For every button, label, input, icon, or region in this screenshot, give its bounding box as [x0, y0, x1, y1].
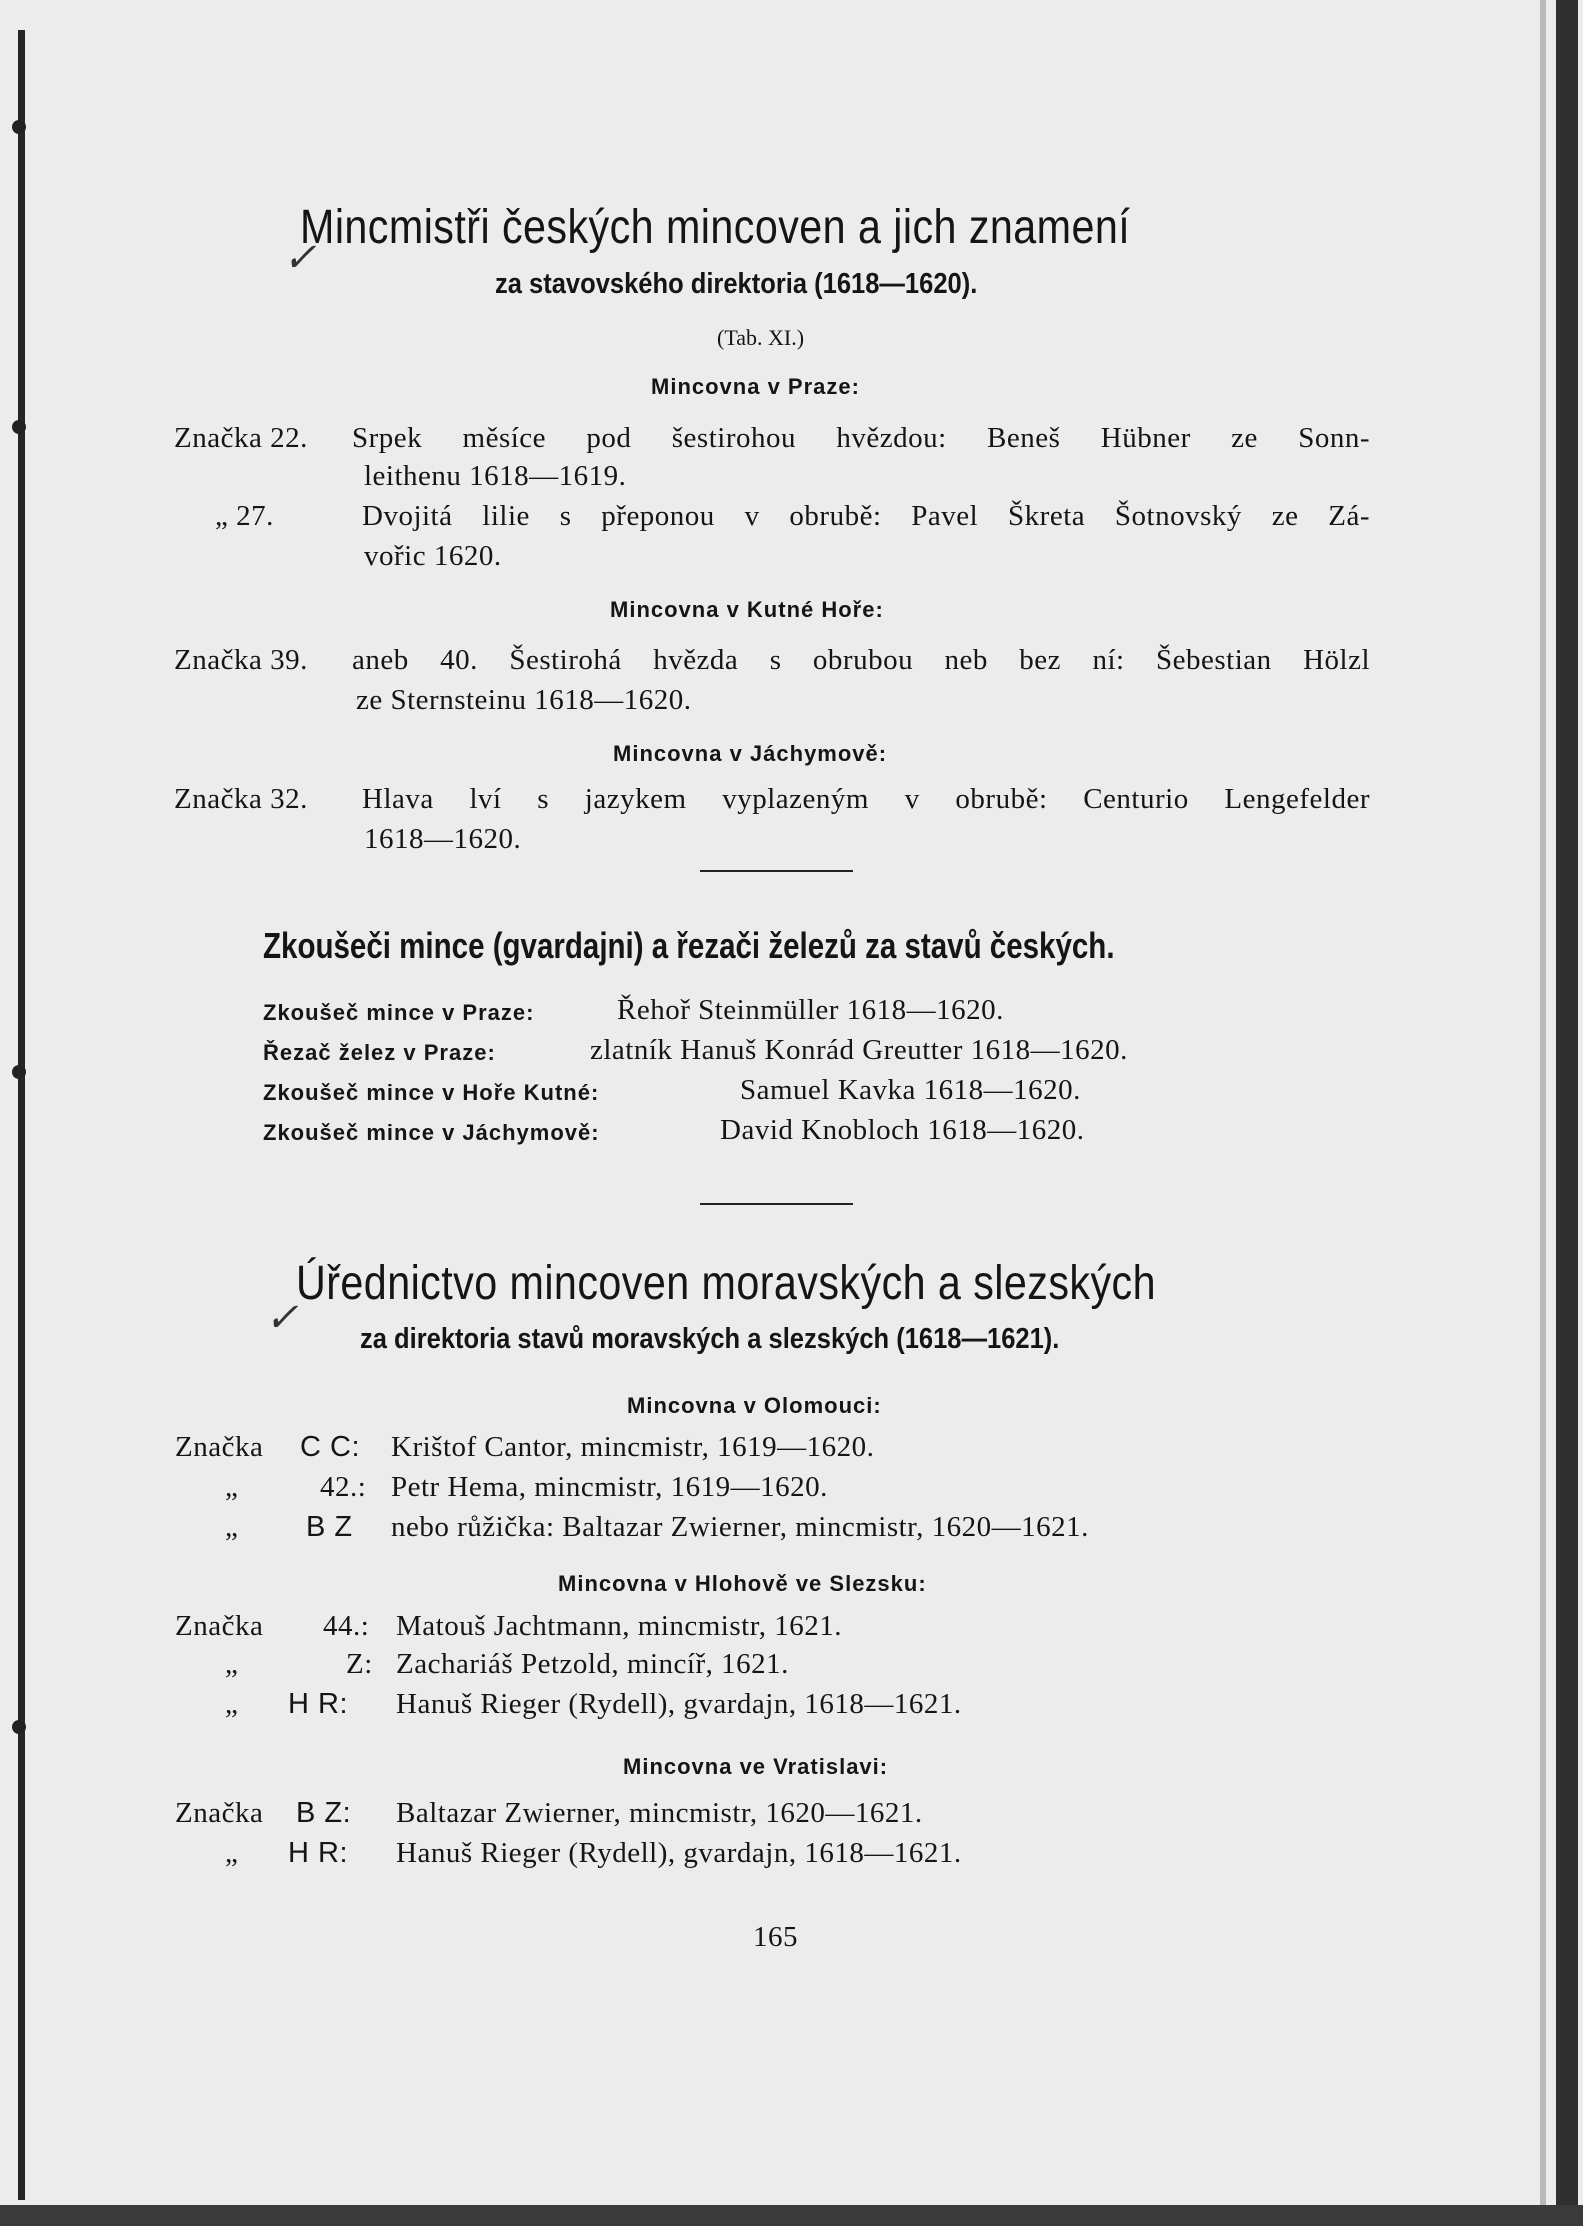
- binding-mark: [12, 420, 26, 434]
- entry-label: „: [225, 1648, 239, 1680]
- section-subtitle: za stavovského direktoria (1618—1620).: [495, 268, 978, 300]
- page-bottom-edge: [0, 2205, 1583, 2226]
- entry-text: Hanuš Rieger (Rydell), gvardajn, 1618—1621.: [396, 1837, 962, 1869]
- mint-heading: Mincovna v Olomouci:: [627, 1393, 882, 1418]
- entry-label: Značka 39.: [174, 644, 308, 676]
- entry-text: vořic 1620.: [364, 540, 502, 572]
- entry-label: Značka: [175, 1797, 264, 1829]
- page-left-edge: [18, 30, 25, 2200]
- mint-heading: Mincovna v Praze:: [651, 374, 860, 399]
- section-divider: [700, 1203, 853, 1205]
- office-label: Zkoušeč mince v Jáchymově:: [263, 1120, 600, 1145]
- entry-text: Baltazar Zwierner, mincmistr, 1620—1621.: [396, 1797, 923, 1829]
- entry-label: Značka: [175, 1431, 264, 1463]
- mint-mark: C C:: [300, 1431, 360, 1463]
- binding-mark: [12, 1065, 26, 1079]
- entry-label: Značka 22.: [174, 422, 308, 454]
- entry-label: „ 27.: [215, 500, 274, 532]
- section-divider: [700, 870, 853, 872]
- entry-text: Petr Hema, mincmistr, 1619—1620.: [391, 1471, 828, 1503]
- entry-text: Krištof Cantor, mincmistr, 1619—1620.: [391, 1431, 875, 1463]
- binding-mark: [12, 120, 26, 134]
- entry-text: ze Sternsteinu 1618—1620.: [356, 684, 692, 716]
- office-label: Zkoušeč mince v Hoře Kutné:: [263, 1080, 600, 1105]
- mint-mark: H R:: [288, 1688, 348, 1720]
- section-subtitle: za direktoria stavů moravských a slezských (1618—1621).: [360, 1323, 1060, 1355]
- mint-heading: Mincovna v Kutné Hoře:: [610, 597, 884, 622]
- mint-mark: B Z:: [296, 1797, 352, 1829]
- section-title: Úřednictvo mincoven moravských a slezských: [296, 1257, 1157, 1310]
- entry-text: Zachariáš Petzold, mincíř, 1621.: [396, 1648, 789, 1680]
- office-holder: David Knobloch 1618—1620.: [720, 1114, 1085, 1146]
- mint-heading: Mincovna v Jáchymově:: [613, 741, 888, 766]
- pencil-check-mark: ✓: [265, 1295, 299, 1341]
- entry-text: Srpek měsíce pod šestirohou hvězdou: Beneš Hübner ze Sonn-: [352, 422, 1370, 454]
- mint-mark: 42.:: [320, 1471, 367, 1503]
- entry-label: „: [225, 1688, 239, 1720]
- entry-text: aneb 40. Šestirohá hvězda s obrubou neb bez ní: Šebestian Hölzl: [352, 644, 1370, 676]
- office-label: Zkoušeč mince v Praze:: [263, 1000, 535, 1025]
- office-holder: zlatník Hanuš Konrád Greutter 1618—1620.: [590, 1034, 1128, 1066]
- entry-label: Značka: [175, 1610, 264, 1642]
- section-title: Zkoušeči mince (gvardajni) a řezači železů za stavů českých.: [263, 925, 1115, 966]
- mint-mark: H R:: [288, 1837, 348, 1869]
- mint-mark: 44.:: [323, 1610, 370, 1642]
- page-right-shadow: [1540, 0, 1546, 2226]
- entry-label: „: [225, 1471, 239, 1503]
- entry-text: Matouš Jachtmann, mincmistr, 1621.: [396, 1610, 842, 1642]
- entry-text: 1618—1620.: [364, 823, 522, 855]
- binding-mark: [12, 1720, 26, 1734]
- page-right-edge: [1556, 0, 1578, 2226]
- entry-label: Značka 32.: [174, 783, 308, 815]
- page-number: 165: [753, 1921, 798, 1953]
- office-label: Řezač želez v Praze:: [263, 1040, 496, 1065]
- mint-mark: Z:: [346, 1648, 373, 1680]
- pencil-check-mark: ✓: [283, 235, 317, 281]
- section-title: Mincmistři českých mincoven a jich znamení: [300, 201, 1131, 254]
- mint-heading: Mincovna ve Vratislavi:: [623, 1754, 889, 1779]
- entry-text: Dvojitá lilie s přeponou v obrubě: Pavel Škreta Šotnovský ze Zá-: [362, 500, 1370, 532]
- entry-text: leithenu 1618—1619.: [364, 460, 627, 492]
- office-holder: Řehoř Steinmüller 1618—1620.: [617, 994, 1004, 1026]
- mint-heading: Mincovna v Hlohově ve Slezsku:: [558, 1571, 927, 1596]
- entry-text: Hlava lví s jazykem vyplazeným v obrubě: Centurio Lengefelder: [362, 783, 1370, 815]
- entry-label: „: [225, 1837, 239, 1869]
- entry-text: Hanuš Rieger (Rydell), gvardajn, 1618—1621.: [396, 1688, 962, 1720]
- entry-text: nebo růžička: Baltazar Zwierner, mincmistr, 1620—1621.: [391, 1511, 1089, 1543]
- table-reference: (Tab. XI.): [717, 325, 805, 350]
- office-holder: Samuel Kavka 1618—1620.: [740, 1074, 1081, 1106]
- entry-label: „: [225, 1511, 239, 1543]
- mint-mark: B Z: [306, 1511, 353, 1543]
